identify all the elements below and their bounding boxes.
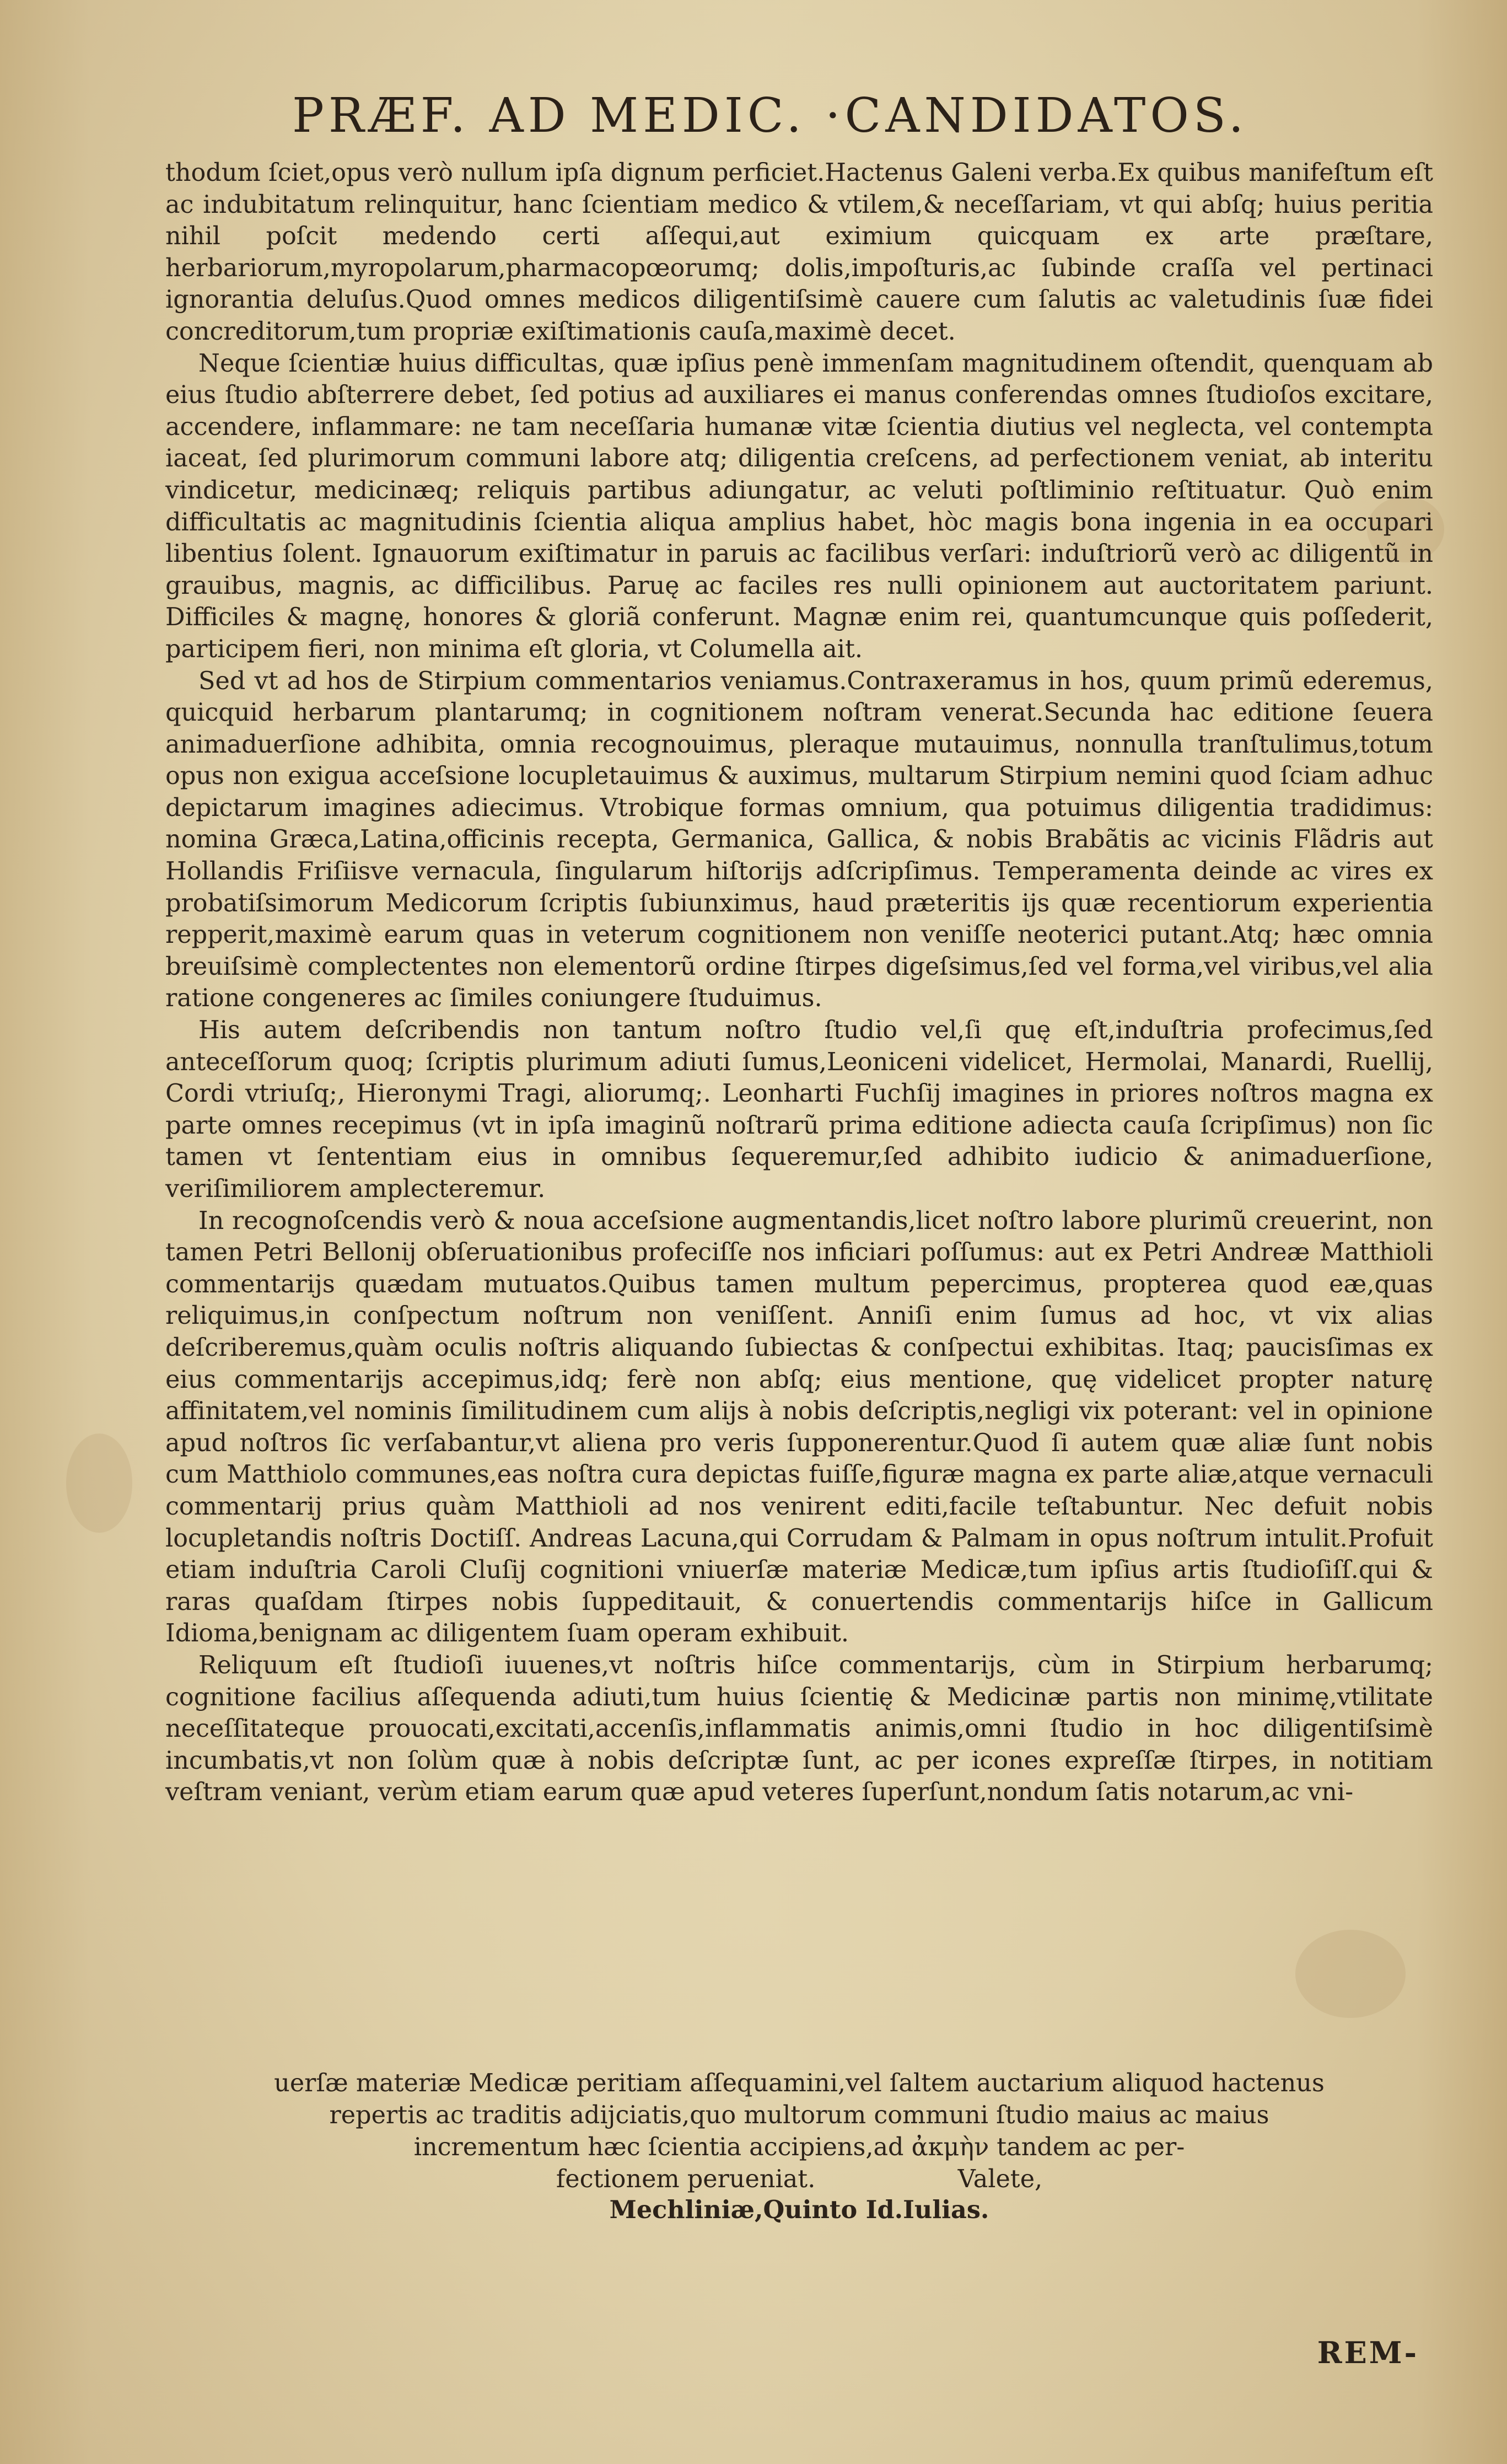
paragraph-galen-conclusion: thodum ſciet,opus verò nullum ipſa dignum perficiet.Hactenus Galeni verba.Ex quibus manifeſtum eſt ac indubitatum relinquitur, hanc ſcientiam medico & vtilem,& neceſſariam, vt qui abſq; huius peritia nihil poſcit medendo certi aſſequi,aut eximium quicquam ex arte præſtare, herbariorum,myropolarum,pharmacopœorumq; dolis,impoſturis,ac ſubinde craſſa vel pertinaci ignorantia deluſus.Quod omnes medicos diligentiſsimè cauere cum ſalutis ac valetudinis ſuæ fidei concreditorum,tum propriæ exiſtimationis cauſa,maximè decet. <box>165 159 1433 346</box>
paper-stain <box>1295 1930 1406 2018</box>
paragraph-difficulty: Neque ſcientiæ huius difficultas, quæ ipſius penè immenſam magnitudinem oſtendit, quenquam ab eius ſtudio abſterrere debet, ſed potius ad auxiliares ei manus conferendas omnes ſtudioſos excitare, accendere, inflammare: ne tam neceſſaria humanæ vitæ ſcientia diutius vel neglecta, vel contempta iaceat, ſed plurimorum communi labore atq; diligentia creſcens, ad perfectionem veniat, ab interitu vindicetur, medicinæq; reliquis partibus adiungatur, ac veluti poſtliminio reſtituatur. Quò enim difficultatis ac magnitudinis ſcientia aliqua amplius habet, hòc magis bona ingenia in ea occupari libentius ſolent. Ignauorum exiſtimatur in paruis ac facilibus verſari: induſtriorũ verò ac diligentũ in grauibus, magnis, ac difficilibus. Paruę ac faciles res nulli opinionem aut auctoritatem pariunt. Difficiles & magnę, honores & gloriã conferunt. Magnæ enim rei, quantumcunque quis poſſederit, participem fieri, non minima eſt gloria, vt Columella ait. <box>165 349 1433 663</box>
paragraph-revision: In recognoſcendis verò & noua acceſsione augmentandis,licet noſtro labore plurimũ creuerint, non tamen Petri Bellonij obſeruationibus profeciſſe nos inficiari poſſumus: aut ex Petri Andreæ Matthioli commentarijs quædam mutuatos.Quibus tamen multum pepercimus, propterea quod eæ,quas reliquimus,in conſpectum noſtrum non veniſſent. Anniſi enim ſumus ad hoc, vt vix alias deſcriberemus,quàm oculis noſtris aliquando ſubiectas & conſpectui exhibitas. Itaq; paucisſimas ex eius commentarijs accepimus,idq; ferè non abſq; eius mentione, quę videlicet propter naturę affinitatem,vel nominis ſimilitudinem cum alijs à nobis deſcriptis,negligi vix poterant: vel in opinione apud noſtros ſic verſabantur,vt aliena pro veris ſupponerentur.Quod ſi autem quæ aliæ ſunt nobis cum Matthiolo communes,eas noſtra cura depictas fuiſſe,figuræ magna ex parte aliæ,atque vernaculi commentarij prius quàm Matthioli ad nos venirent editi,facile teſtabuntur. Nec defuit nobis locupletandis noſtris Doctiſſ. Andreas Lacuna,qui Corrudam & Palmam in opus noſtrum intulit.Profuit etiam induſtria Caroli Cluſij cognitioni vniuerſæ materiæ Medicæ,tum ipſius artis ſtudioſiſſ.qui & raras quaſdam ſtirpes nobis ſuppeditauit, & conuertendis commentarijs hiſce in Gallicum Idioma,benignam ac diligentem ſuam operam exhibuit. <box>165 1206 1433 1648</box>
closing-line-4-text: fectionem perueniat. <box>556 2165 816 2193</box>
main-text <box>165 157 1433 1808</box>
closing-line-4 <box>165 2164 1433 2195</box>
running-header: PRÆF. AD MEDIC. ·CANDIDATOS. <box>292 88 1248 143</box>
paper-stain <box>66 1434 132 1533</box>
paragraph-sources: His autem deſcribendis non tantum noſtro ſtudio vel,ſi quę eſt,induſtria profecimus,ſed anteceſſorum quoq; ſcriptis plurimum adiuti ſumus,Leoniceni videlicet, Hermolai, Manardi, Ruellij, Cordi vtriuſq;, Hieronymi Tragi, aliorumq;. Leonharti Fuchſij imagines in priores noſtros magna ex parte omnes recepimus (vt in ipſa imaginũ noſtrarũ prima editione adiecta cauſa ſcripſimus) non ſic tamen vt ſententiam eius in omnibus ſequeremur,ſed adhibito iudicio & animaduerſione, veriſimiliorem amplecteremur. <box>165 1016 1433 1203</box>
closing-line-3: incrementum hæc ſcientia accipiens,ad ἀκμὴν tandem ac per- <box>413 2133 1185 2161</box>
catchword: REM- <box>1317 2335 1419 2370</box>
paragraph-commentaries: Sed vt ad hos de Stirpium commentarios veniamus.Contraxeramus in hos, quum primũ ederemus, quicquid herbarum plantarumq; in cognitionem noſtram venerat.Secunda hac editione ſeuera animaduerſione adhibita, omnia recognouimus, pleraque mutauimus, nonnulla tranſtulimus,totum opus non exigua acceſsione locupletauimus & auximus, multarum Stirpium nemini quod ſciam adhuc depictarum imagines adiecimus. Vtrobique formas omnium, qua potuimus diligentia tradidimus: nomina Græca,Latina,officinis recepta, Germanica, Gallica, & nobis Brabãtis ac vicinis Flãdris aut Hollandis Friſiisve vernacula, ſingularum hiſtorijs adſcripſimus. Temperamenta deinde ac vires ex probatiſsimorum Medicorum ſcriptis ſubiunximus, haud præteritis ijs quæ recentiorum experientia repperit,maximè earum quas in veterum cognitionem non veniſſe neoterici putant.Atq; hæc omnia breuiſsimè complectentes non elementorũ ordine ſtirpes digeſsimus,ſed vel forma,vel viribus,vel alia ratione congeneres ac ſimiles coniungere ſtuduimus. <box>165 667 1433 1013</box>
closing-line-1: uerſæ materiæ Medicæ peritiam aſſequamini,vel ſaltem auctarium aliquod hactenus <box>274 2069 1325 2097</box>
paragraph-exhortation: Reliquum eſt ſtudioſi iuuenes,vt noſtris hiſce commentarijs, cùm in Stirpium herbarumq; cognitione facilius aſſequenda adiuti,tum huius ſcientię & Medicinæ partis non minimę,vtilitate neceſſitateque prouocati,excitati,accenſis,inflammatis animis,omni ſtudio in hoc diligentiſsimè incumbatis,vt non ſolùm quæ à nobis deſcriptæ ſunt, ac per icones expreſſæ ſtirpes, in notitiam veſtram veniant, verùm etiam earum quæ apud veteres ſuperſunt,nondum ſatis notarum,ac vni- <box>165 1651 1433 1807</box>
valete: Valete, <box>957 2165 1043 2193</box>
closing-line-2: repertis ac traditis adijciatis,quo multorum communi ſtudio maius ac maius <box>329 2101 1269 2129</box>
place-date: Mechliniæ,Quinto Id.Iulias. <box>609 2195 989 2224</box>
